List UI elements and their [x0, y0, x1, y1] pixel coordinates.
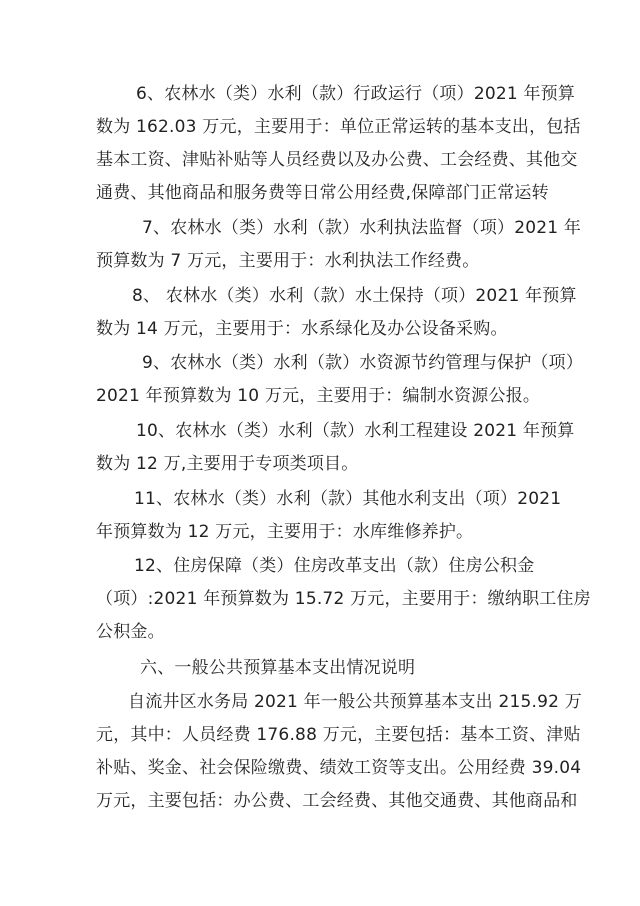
paragraph-item-8	[96, 280, 577, 346]
paragraph-item-6	[96, 78, 581, 210]
text-line: 自流井区水务局 2021 年一般公共预算基本支出 215.92 万	[128, 692, 582, 712]
text-line: 7、农林水（类）水利（款）水利执法监督（项）2021 年	[142, 218, 582, 238]
section-heading-text: 六、一般公共预算基本支出情况说明	[140, 658, 416, 678]
section-heading	[96, 652, 556, 685]
paragraph-item-9	[96, 347, 584, 413]
text-line: 数为 14 万元，主要用于：水系绿化及办公设备采购。	[96, 319, 508, 339]
text-line: 11、农林水（类）水利（款）其他水利支出（项）2021	[134, 489, 562, 509]
paragraph-section-6-body	[96, 686, 582, 818]
text-line: 2021 年预算数为 10 万元，主要用于：编制水资源公报。	[96, 386, 541, 406]
text-line: 10、农林水（类）水利（款）水利工程建设 2021 年预算	[136, 421, 575, 441]
text-line: 9、农林水（类）水利（款）水资源节约管理与保护（项）	[142, 353, 584, 373]
text-line: 数为 162.03 万元，主要用于：单位正常运转的基本支出，包括	[96, 117, 581, 137]
text-line: 公积金。	[96, 622, 165, 642]
text-line: 元，其中：人员经费 176.88 万元，主要包括：基本工资、津贴	[96, 725, 581, 745]
text-line: 万元，主要包括：办公费、工会经费、其他交通费、其他商品和	[96, 791, 578, 811]
text-line: 通费、其他商品和服务费等日常公用经费,保障部门正常运转	[96, 183, 549, 203]
text-line: （项）:2021 年预算数为 15.72 万元，主要用于：缴纳职工住房	[96, 589, 591, 609]
paragraph-item-7	[96, 212, 582, 278]
text-line: 年预算数为 12 万元，主要用于：水库维修养护。	[96, 522, 474, 542]
paragraph-item-10	[96, 415, 575, 481]
text-line: 基本工资、津贴补贴等人员经费以及办公费、工会经费、其他交	[96, 150, 578, 170]
text-line: 预算数为 7 万元，主要用于：水利执法工作经费。	[96, 251, 480, 271]
text-line: 8、 农林水（类）水利（款）水土保持（项）2021 年预算	[132, 286, 577, 306]
text-line: 补贴、奖金、社会保险缴费、绩效工资等支出。公用经费 39.04	[96, 758, 582, 778]
paragraph-item-12	[96, 550, 591, 649]
text-line: 6、农林水（类）水利（款）行政运行（项）2021 年预算	[136, 84, 576, 104]
text-line: 12、住房保障（类）住房改革支出（款）住房公积金	[134, 556, 535, 576]
paragraph-item-11	[96, 483, 562, 549]
text-line: 数为 12 万,主要用于专项类项目。	[96, 454, 359, 474]
